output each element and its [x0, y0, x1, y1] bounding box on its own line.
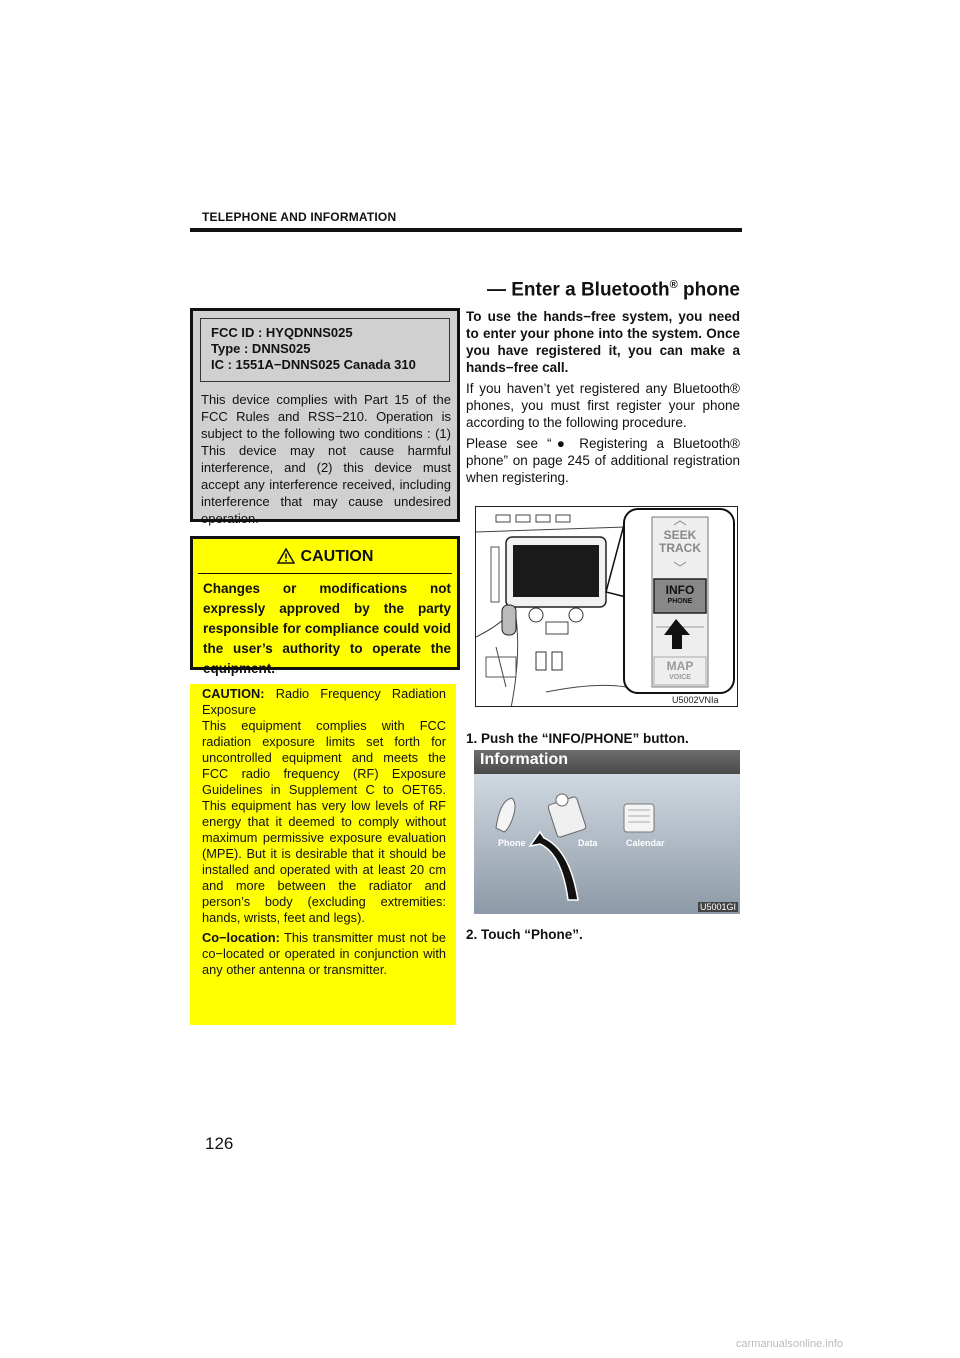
page-subtitle	[482, 279, 740, 301]
fcc-compliance-text: This device complies with Part 15 of the FCC Rules and RSS−210. Operation is subject to the following two conditions : (1) This device may not cause harmful interference, and (2) this device must accept any interference received, including interference that may cause undesired operation.	[201, 392, 451, 526]
subtitle-lead: — Enter a Bluetooth	[486, 279, 670, 301]
section-heading: TELEPHONE AND INFORMATION	[202, 210, 397, 224]
rf-exposure-text	[202, 686, 446, 982]
footer-watermark: carmanualsonline.info	[736, 1338, 844, 1350]
caution-heading	[193, 548, 457, 566]
caution-text: Changes or modifications not expressly approved by the party responsible for compliance could void the user’s authority to operate the equipment.	[203, 581, 451, 676]
subtitle-tail: phone	[677, 279, 740, 301]
info-phone-button[interactable]	[654, 585, 706, 607]
register-paragraph: If you haven’t yet registered any Bluetooth® phones, you must first register your phone according to the following procedure.	[466, 381, 740, 430]
fcc-box	[190, 308, 460, 526]
data-icon-label[interactable]: Data	[578, 838, 598, 848]
colocation-label: Co−location:	[202, 930, 280, 945]
screen-title: Information	[480, 751, 568, 768]
caution-box	[190, 536, 460, 676]
seek-track-label	[648, 529, 712, 555]
screen-icons	[474, 750, 740, 914]
phone-icon-label[interactable]: Phone	[498, 838, 526, 848]
intro-paragraph: To use the hands−free system, you need to enter your phone into the system. Once you have registered it, you can make a hands−free call.	[466, 309, 740, 375]
warning-triangle-icon	[277, 548, 295, 564]
page-number: 126	[205, 1134, 234, 1153]
fcc-type-line: Type : DNNS025	[211, 341, 311, 356]
info-label: INFO	[665, 583, 695, 597]
reference-paragraph: Please see “● Registering a Bluetooth® phone” on page 245 of additional registration when registering.	[466, 436, 740, 485]
voice-label: VOICE	[669, 674, 691, 681]
step-1: 1. Push the “INFO/PHONE” button.	[466, 731, 689, 746]
calendar-icon-label[interactable]: Calendar	[626, 838, 665, 848]
subtitle-registered-mark: ®	[669, 279, 678, 291]
dashboard-figure	[475, 506, 738, 707]
rf-caution-body: This equipment complies with FCC radiation exposure limits set forth for uncontrolled equipment and meets the FCC radio frequency (RF) Exposure Guidelines in Supplement C to OET65. This equipment has very low levels of RF energy that it deemed to comply without maximum permissive exposure evaluation (MPE). But it is desirable that it should be installed and operated with at least 20 cm and more between the radiator and person’s body (excluding extremities: hands, wrists, feet and legs).	[202, 718, 446, 925]
rf-caution-title: Radio Frequency Radiation Exposure	[202, 686, 446, 717]
fcc-ic-line: IC : 1551A−DNNS025 Canada 310	[211, 357, 416, 372]
fcc-id-box	[200, 318, 450, 382]
map-voice-button	[654, 661, 706, 683]
seek-label: SEEK	[663, 528, 697, 542]
phone-label: PHONE	[667, 598, 693, 605]
rf-exposure-box	[190, 684, 456, 1025]
caution-heading-label: CAUTION	[300, 548, 374, 565]
figure1-code: U5002VNIa	[672, 695, 719, 705]
step-2: 2. Touch “Phone”.	[466, 927, 583, 942]
figure2-code: U5001GI	[699, 902, 736, 912]
information-screen	[474, 750, 740, 914]
map-label: MAP	[666, 659, 694, 673]
caution-divider	[198, 573, 452, 574]
fcc-id-line: FCC ID : HYQDNNS025	[211, 325, 353, 340]
header-rule	[190, 228, 742, 232]
track-label: TRACK	[659, 541, 701, 555]
instructions-text	[466, 308, 740, 490]
rf-caution-label: CAUTION:	[202, 686, 265, 701]
colocation-text: This transmitter must not be co−located or operated in conjunction with any other antenna or transmitter.	[202, 930, 446, 977]
